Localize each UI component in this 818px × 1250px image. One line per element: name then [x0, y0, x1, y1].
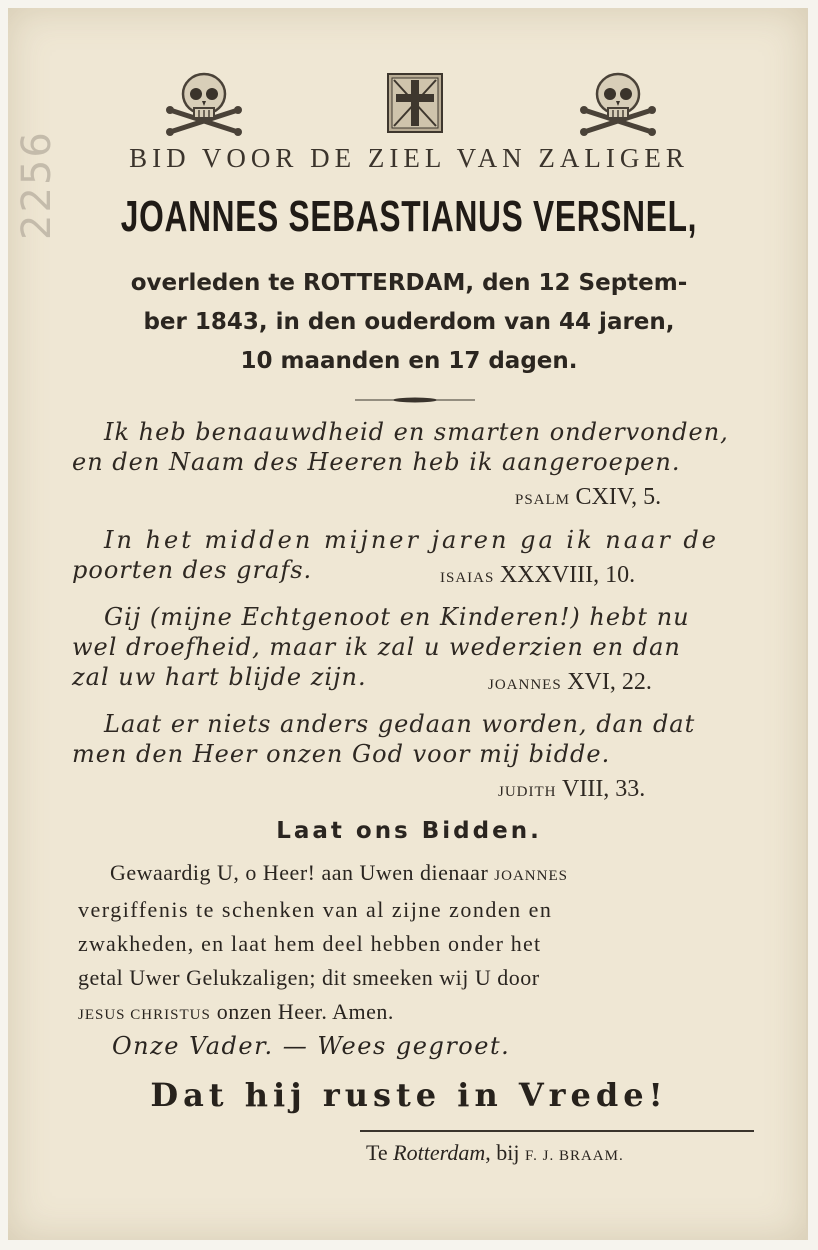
prayer-name: JESUS CHRISTUS: [78, 1007, 211, 1023]
prayer-line-text: onzen Heer. Amen.: [216, 999, 394, 1024]
cross-emblem-icon: [386, 72, 444, 134]
verse-reference: [515, 484, 661, 511]
printer-prefix: Te: [366, 1140, 388, 1165]
verse-line: In het midden mijner jaren ga ik naar de: [104, 526, 719, 554]
reference-cite: CXIV, 5.: [575, 484, 662, 510]
prayer-name: JOANNES: [494, 868, 568, 884]
verse-line: poorten des grafs.: [72, 556, 313, 584]
verse-line: wel droefheid, maar ik zal u wederzien en dan: [72, 633, 681, 661]
verse-line: zal uw hart blijde zijn.: [72, 663, 367, 691]
prayer-text: [78, 856, 764, 1032]
divider-ornament: [355, 397, 475, 403]
prayer-line-text: Gewaardig U, o Heer! aan Uwen dienaar: [110, 860, 489, 885]
reference-book: JOANNES: [488, 677, 562, 693]
prayer-title: Laat ons Bidden.: [276, 818, 542, 844]
verse-line: en den Naam des Heeren heb ik aangeroepen.: [72, 448, 681, 476]
closing-prayers: Onze Vader. — Wees gegroet.: [112, 1032, 511, 1060]
verse-line: Gij (mijne Echtgenoot en Kinderen!) hebt nu: [104, 603, 690, 631]
printer-line: [366, 1140, 624, 1166]
skull-crossbones-icon: [578, 70, 658, 136]
reference-cite: VIII, 33.: [562, 776, 646, 802]
handwritten-number: 2256: [14, 130, 60, 240]
rest-in-peace: Dat hij ruste in Vrede!: [150, 1076, 668, 1114]
printer-name: F. J. BRAAM.: [524, 1148, 624, 1164]
printer-mid: , bij: [485, 1140, 520, 1165]
reference-book: JUDITH: [498, 784, 557, 800]
verse-joannes: [72, 603, 762, 691]
verse-isaias: [72, 526, 762, 584]
reference-book: PSALM: [515, 492, 571, 508]
death-line: ber 1843, in den ouderdom van 44 jaren,: [143, 309, 675, 335]
skull-crossbones-icon: [164, 70, 244, 136]
prayer-line: vergiffenis te schenken van al zijne zonden en: [78, 897, 553, 922]
verse-line: men den Heer onzen God voor mij bidde.: [72, 740, 611, 768]
verse-judith: [72, 710, 762, 768]
verse-line: Laat er niets anders gedaan worden, dan dat: [104, 710, 696, 738]
prayer-line: [78, 856, 764, 893]
reference-cite: XXXVIII, 10.: [499, 562, 636, 588]
reference-cite: XVI, 22.: [567, 669, 652, 695]
deceased-name: JOANNES SEBASTIANUS VERSNEL,: [120, 192, 698, 241]
prayer-line: [78, 995, 764, 1032]
verse-reference: [498, 776, 645, 803]
verse-psalm: [72, 418, 762, 476]
verse-line: Ik heb benaauwdheid en smarten ondervonden,: [104, 418, 729, 446]
footer-rule: [360, 1130, 754, 1132]
verse-reference: [488, 669, 652, 696]
verse-reference: [440, 562, 635, 589]
printer-city: Rotterdam: [393, 1140, 486, 1165]
prayer-line: zwakheden, en laat hem deel hebben onder het: [78, 931, 542, 956]
prayer-line: getal Uwer Gelukzaligen; dit smeeken wij U door: [78, 965, 540, 990]
card-heading: BID VOOR DE ZIEL VAN ZALIGER: [129, 143, 689, 173]
death-line: overleden te ROTTERDAM, den 12 Septem-: [130, 270, 688, 296]
death-line: 10 maanden en 17 dagen.: [240, 348, 578, 374]
reference-book: ISAIAS: [440, 570, 495, 586]
ornament-row: [0, 70, 818, 140]
